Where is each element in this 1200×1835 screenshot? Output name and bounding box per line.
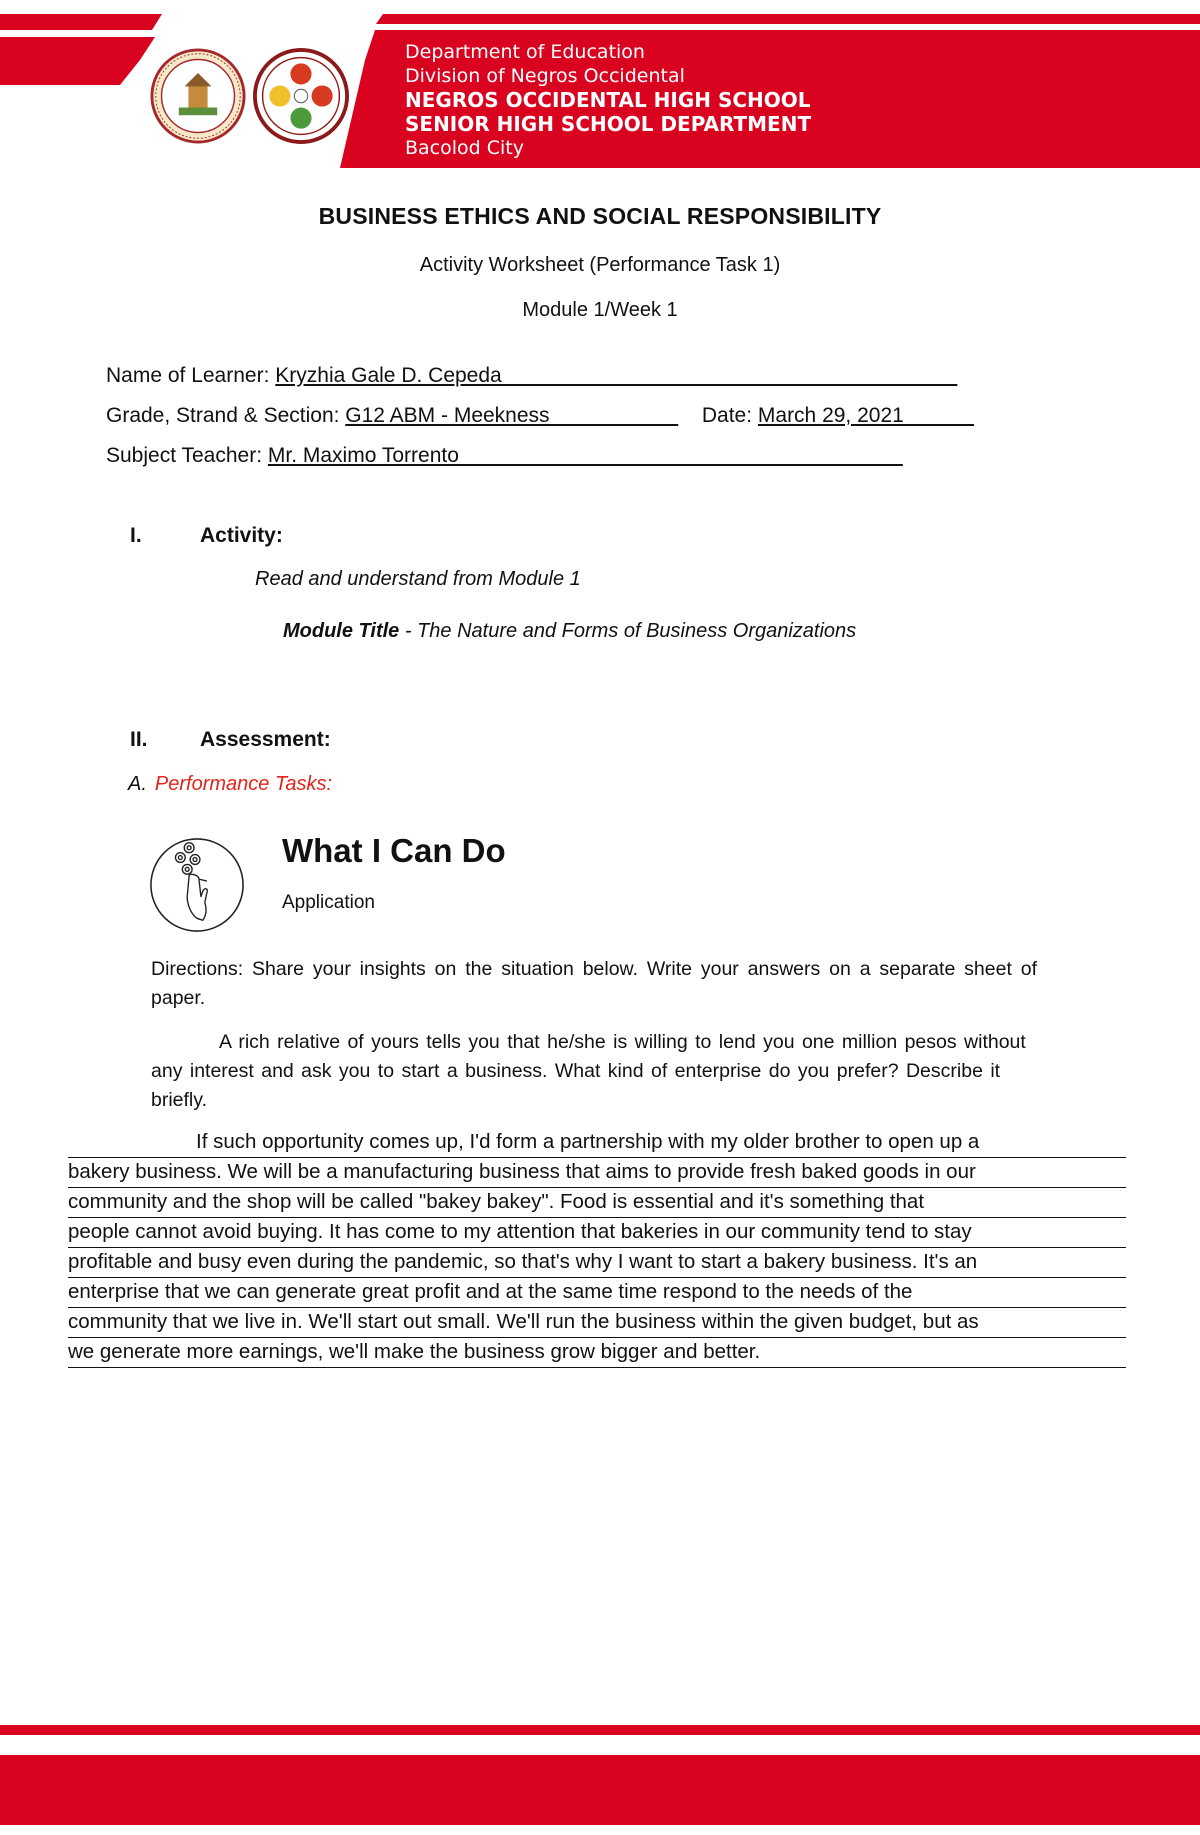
performance-tasks-letter: A. <box>128 773 147 795</box>
division-line: Division of Negros Occidental <box>405 65 685 87</box>
answer-line: If such opportunity comes up, I'd form a partnership with my older brother to open up a <box>68 1128 1126 1158</box>
subject-teacher-row <box>106 444 903 468</box>
worksheet-label: Activity Worksheet (Performance Task 1) <box>419 254 781 276</box>
subject-teacher-value: Mr. Maximo Torrento______________________________________ <box>267 444 903 467</box>
answer-line: we generate more earnings, we'll make the business grow bigger and better. <box>68 1338 1126 1368</box>
date-value: March 29, 2021______ <box>757 404 974 427</box>
date-label: Date: <box>701 404 758 427</box>
what-i-can-do-title: What I Can Do <box>282 832 506 869</box>
assessment-heading: Assessment: <box>200 728 331 751</box>
activity-numeral: I. <box>130 524 142 547</box>
document-title: BUSINESS ETHICS AND SOCIAL RESPONSIBILITY <box>318 203 882 229</box>
module-week-label: Module 1/Week 1 <box>522 299 678 321</box>
answer-line: enterprise that we can generate great profit and at the same time respond to the needs of the <box>68 1278 1126 1308</box>
learner-name-value: Kryzhia Gale D. Cepeda_______________________________________ <box>275 364 958 387</box>
grade-section-label: Grade, Strand & Section: <box>106 404 346 427</box>
learner-name-label: Name of Learner: <box>106 364 276 387</box>
department-line: Department of Education <box>405 41 645 63</box>
answer-line: bakery business. We will be a manufacturing business that aims to provide fresh baked goods in our <box>68 1158 1126 1188</box>
directions-text: Directions: Share your insights on the situation below. Write your answers on a separate sheet of paper. <box>151 958 1037 1009</box>
answer-line: community and the shop will be called "bakey bakey". Food is essential and it's something that <box>68 1188 1126 1218</box>
city-line: Bacolod City <box>405 137 524 159</box>
school-seal-logo <box>150 48 246 144</box>
school-name-line: NEGROS OCCIDENTAL HIGH SCHOOL <box>405 88 811 112</box>
activity-instruction: Read and understand from Module 1 <box>255 568 581 590</box>
module-title-label: Module Title <box>283 620 400 642</box>
answer-line: profitable and busy even during the pandemic, so that's why I want to start a bakery business. It's an <box>68 1248 1126 1278</box>
header-text <box>405 40 811 160</box>
module-title-text: - The Nature and Forms of Business Organizations <box>399 620 857 642</box>
answer-line: community that we live in. We'll start out small. We'll run the business within the given budget, but as <box>68 1308 1126 1338</box>
module-title-line <box>283 620 856 643</box>
learner-name-row <box>106 364 957 388</box>
subject-teacher-label: Subject Teacher: <box>106 444 268 467</box>
department-name-line: SENIOR HIGH SCHOOL DEPARTMENT <box>405 112 812 136</box>
assessment-numeral: II. <box>130 728 148 751</box>
activity-heading: Activity: <box>200 524 283 547</box>
grade-section-row <box>106 404 974 428</box>
performance-tasks-line <box>128 773 332 796</box>
answer-line: people cannot avoid buying. It has come to my attention that bakeries in our community tend to stay <box>68 1218 1126 1248</box>
grade-section-value: G12 ABM - Meekness___________ <box>345 404 679 427</box>
performance-tasks-label: Performance Tasks: <box>154 773 333 795</box>
what-i-can-do-subtitle: Application <box>282 892 375 913</box>
answer-block <box>68 1128 1126 1368</box>
footer-band <box>0 1725 1200 1835</box>
hand-with-gears-icon <box>148 836 246 934</box>
shs-department-seal-logo <box>253 48 349 144</box>
prompt-text: A rich relative of yours tells you that he/she is willing to lend you one million pesos without any interest and ask you to start a business. What kind of enterprise do you prefer? Describe it briefly. <box>151 1031 1026 1111</box>
